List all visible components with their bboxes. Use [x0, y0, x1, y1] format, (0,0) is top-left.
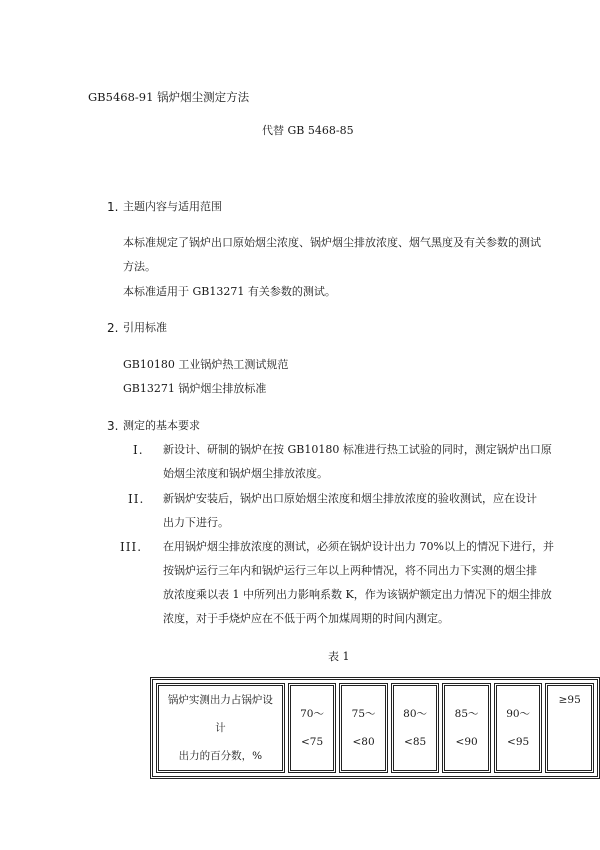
- table-caption: 表 1: [328, 650, 350, 663]
- range-from: 90～: [506, 708, 531, 720]
- item-iii-number: III.: [120, 540, 143, 554]
- item-iii-line: 放浓度乘以表 1 中所列出力影响系数 K，作为该锅炉额定出力情况下的烟尘排放: [163, 588, 552, 601]
- replaces-standard: 代替 GB 5468-85: [262, 124, 354, 137]
- reference-standard: GB13271 锅炉烟尘排放标准: [123, 382, 267, 395]
- range-cell: [391, 683, 440, 773]
- table-row: [156, 683, 594, 773]
- range-from: ≥95: [558, 694, 581, 706]
- reference-standard: GB10180 工业锅炉热工测试规范: [123, 358, 289, 371]
- range-cell: [288, 683, 337, 773]
- section-3-title: 测定的基本要求: [123, 419, 200, 432]
- item-ii-number: II.: [128, 492, 145, 506]
- range-from: 75～: [351, 708, 376, 720]
- section-1-number: 1.: [107, 200, 119, 214]
- section-1-line: 本标准适用于 GB13271 有关参数的测试。: [123, 285, 336, 298]
- range-to: <75: [300, 736, 324, 748]
- range-to: <80: [352, 736, 375, 748]
- section-1-line: 方法。: [123, 260, 156, 273]
- item-iii-line: 在用锅炉烟尘排放浓度的测试，必须在锅炉设计出力 70%以上的情况下进行，并: [163, 540, 554, 553]
- range-to: <95: [507, 736, 530, 748]
- table-header-line: 出力的百分数，%: [178, 750, 263, 762]
- range-from: 85～: [454, 708, 479, 720]
- section-1-title: 主题内容与适用范围: [123, 200, 222, 213]
- range-cell: [494, 683, 543, 773]
- item-ii-line: 出力下进行。: [163, 516, 229, 529]
- range-to: <90: [455, 736, 478, 748]
- range-cell: [545, 683, 594, 773]
- table-header-cell: [156, 683, 285, 773]
- range-from: 70～: [300, 708, 324, 720]
- range-cell: [339, 683, 388, 773]
- range-from: 80～: [403, 708, 428, 720]
- item-i-number: I.: [133, 443, 144, 457]
- item-ii-line: 新锅炉安装后，锅炉出口原始烟尘浓度和烟尘排放浓度的验收测试，应在设计: [163, 492, 537, 505]
- item-iii-line: 浓度，对于手烧炉应在不低于两个加煤周期的时间内测定。: [163, 612, 449, 625]
- section-3-number: 3.: [107, 419, 119, 433]
- section-1-line: 本标准规定了锅炉出口原始烟尘浓度、锅炉烟尘排放浓度、烟气黑度及有关参数的测试: [123, 236, 541, 249]
- item-i-line: 新设计、研制的锅炉在按 GB10180 标准进行热工试验的同时，测定锅炉出口原: [163, 443, 552, 456]
- range-to: <85: [404, 736, 427, 748]
- item-iii-line: 按锅炉运行三年内和锅炉运行三年以上两种情况，将不同出力下实测的烟尘排: [163, 564, 537, 577]
- table-header-line: 锅炉实测出力占锅炉设计: [167, 694, 273, 734]
- section-2-title: 引用标准: [123, 321, 167, 334]
- document-title: GB5468-91 锅炉烟尘测定方法: [88, 90, 250, 104]
- section-2-number: 2.: [107, 321, 119, 335]
- item-i-line: 始烟尘浓度和锅炉烟尘排放浓度。: [163, 467, 328, 480]
- load-factor-table: [150, 677, 600, 779]
- range-cell: [442, 683, 491, 773]
